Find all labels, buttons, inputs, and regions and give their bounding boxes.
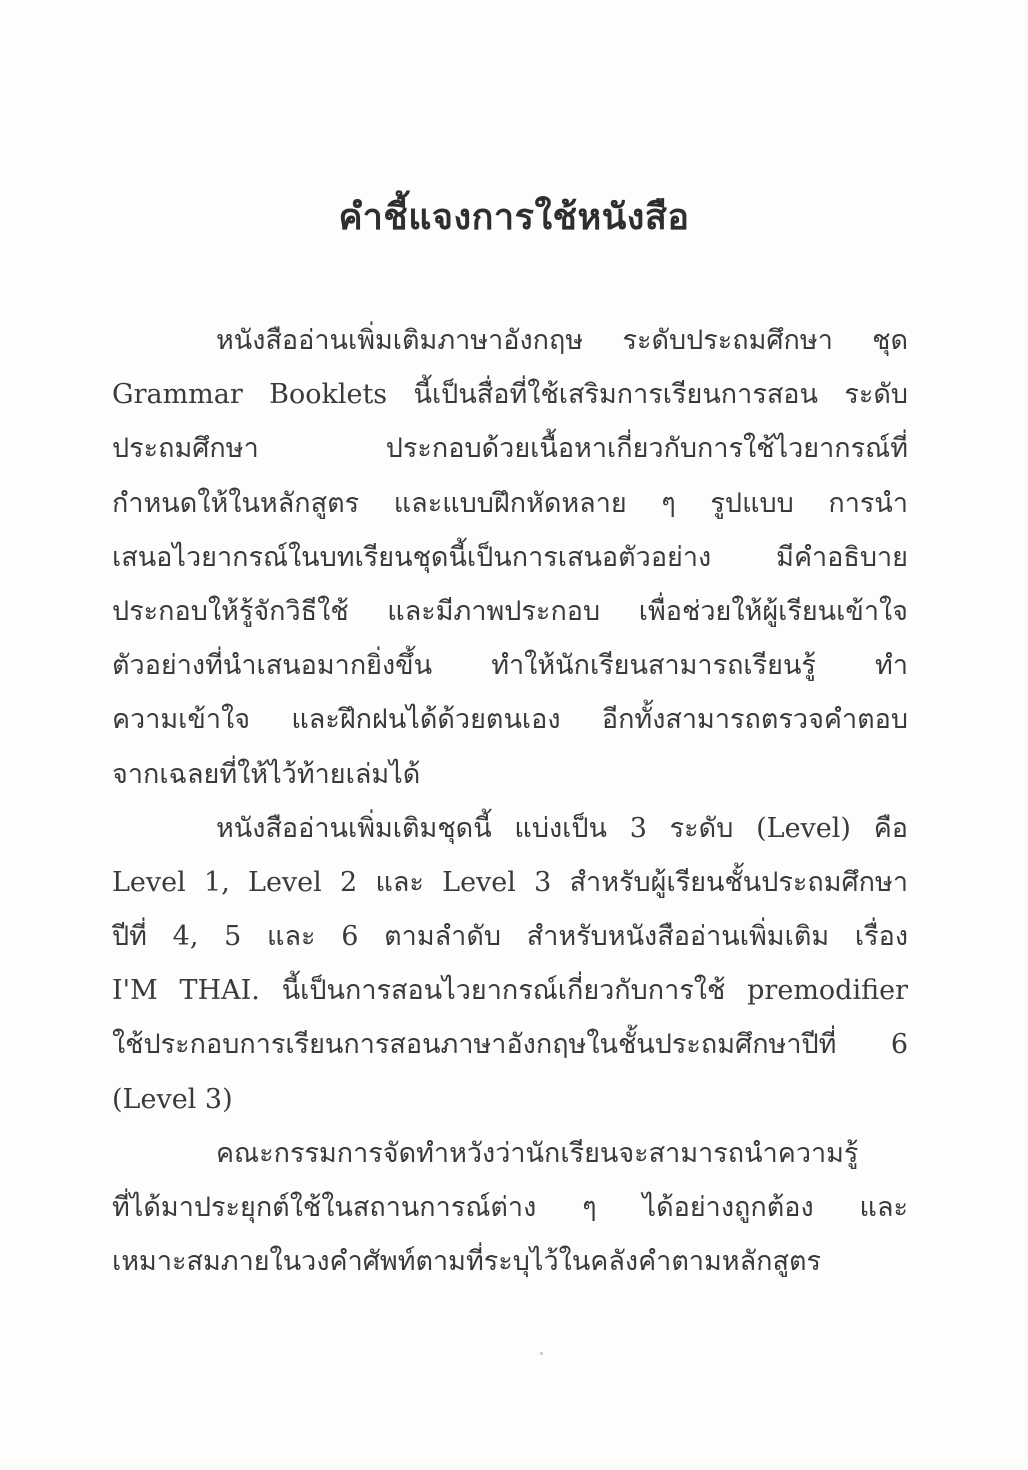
text-line: หนังสืออ่านเพิ่มเติมภาษาอังกฤษ ระดับประถมศึกษา ชุด	[216, 325, 908, 356]
text-line: ตัวอย่างที่นำเสนอมากยิ่งขึ้น ทำให้นักเรียนสามารถเรียนรู้ ทำ	[112, 650, 908, 682]
text-line: ประกอบให้รู้จักวิธีใช้ และมีภาพประกอบ เพื่อช่วยให้ผู้เรียนเข้าใจ	[112, 595, 908, 627]
text-line: เสนอไวยากรณ์ในบทเรียนชุดนี้เป็นการเสนอตัวอย่าง มีคำอธิบาย	[112, 541, 908, 573]
scan-speck	[540, 1352, 543, 1355]
text-line: ปีที่ 4, 5 และ 6 ตามลำดับ สำหรับหนังสืออ่านเพิ่มเติม เรื่อง	[112, 921, 908, 953]
page-title: คำชี้แจงการใช้หนังสือ	[338, 196, 690, 238]
text-line: ประถมศึกษา ประกอบด้วยเนื้อหาเกี่ยวกับการใช้ไวยากรณ์ที่	[112, 433, 908, 465]
text-line: (Level 3)	[112, 1083, 233, 1115]
text-line: คณะกรรมการจัดทำหวังว่านักเรียนจะสามารถนำความรู้	[216, 1137, 859, 1169]
text-line: จากเฉลยที่ให้ไว้ท้ายเล่มได้	[112, 758, 421, 790]
text-line: Level 1, Level 2 และ Level 3 สำหรับผู้เรียนชั้นประถมศึกษา	[112, 866, 908, 898]
text-line: Grammar Booklets นี้เป็นสื่อที่ใช้เสริมการเรียนการสอน ระดับ	[112, 379, 908, 411]
text-line: ความเข้าใจ และฝึกฝนได้ด้วยตนเอง อีกทั้งสามารถตรวจคำตอบ	[112, 704, 908, 736]
text-line: ที่ได้มาประยุกต์ใช้ในสถานการณ์ต่าง ๆ ได้อย่างถูกต้อง และ	[112, 1192, 908, 1223]
text-line: ใช้ประกอบการเรียนการสอนภาษาอังกฤษในชั้นประถมศึกษาปีที่ 6	[112, 1029, 908, 1061]
text-line: เหมาะสมภายในวงคำศัพท์ตามที่ระบุไว้ในคลังคำตามหลักสูตร	[112, 1246, 822, 1278]
body-text	[112, 314, 908, 1289]
text-line: หนังสืออ่านเพิ่มเติมชุดนี้ แบ่งเป็น 3 ระดับ (Level) คือ	[216, 812, 908, 844]
text-line: I'M THAI. นี้เป็นการสอนไวยากรณ์เกี่ยวกับการใช้ premodifier	[112, 975, 908, 1007]
text-line: กำหนดให้ในหลักสูตร และแบบฝึกหัดหลาย ๆ รูปแบบ การนำ	[112, 487, 908, 519]
